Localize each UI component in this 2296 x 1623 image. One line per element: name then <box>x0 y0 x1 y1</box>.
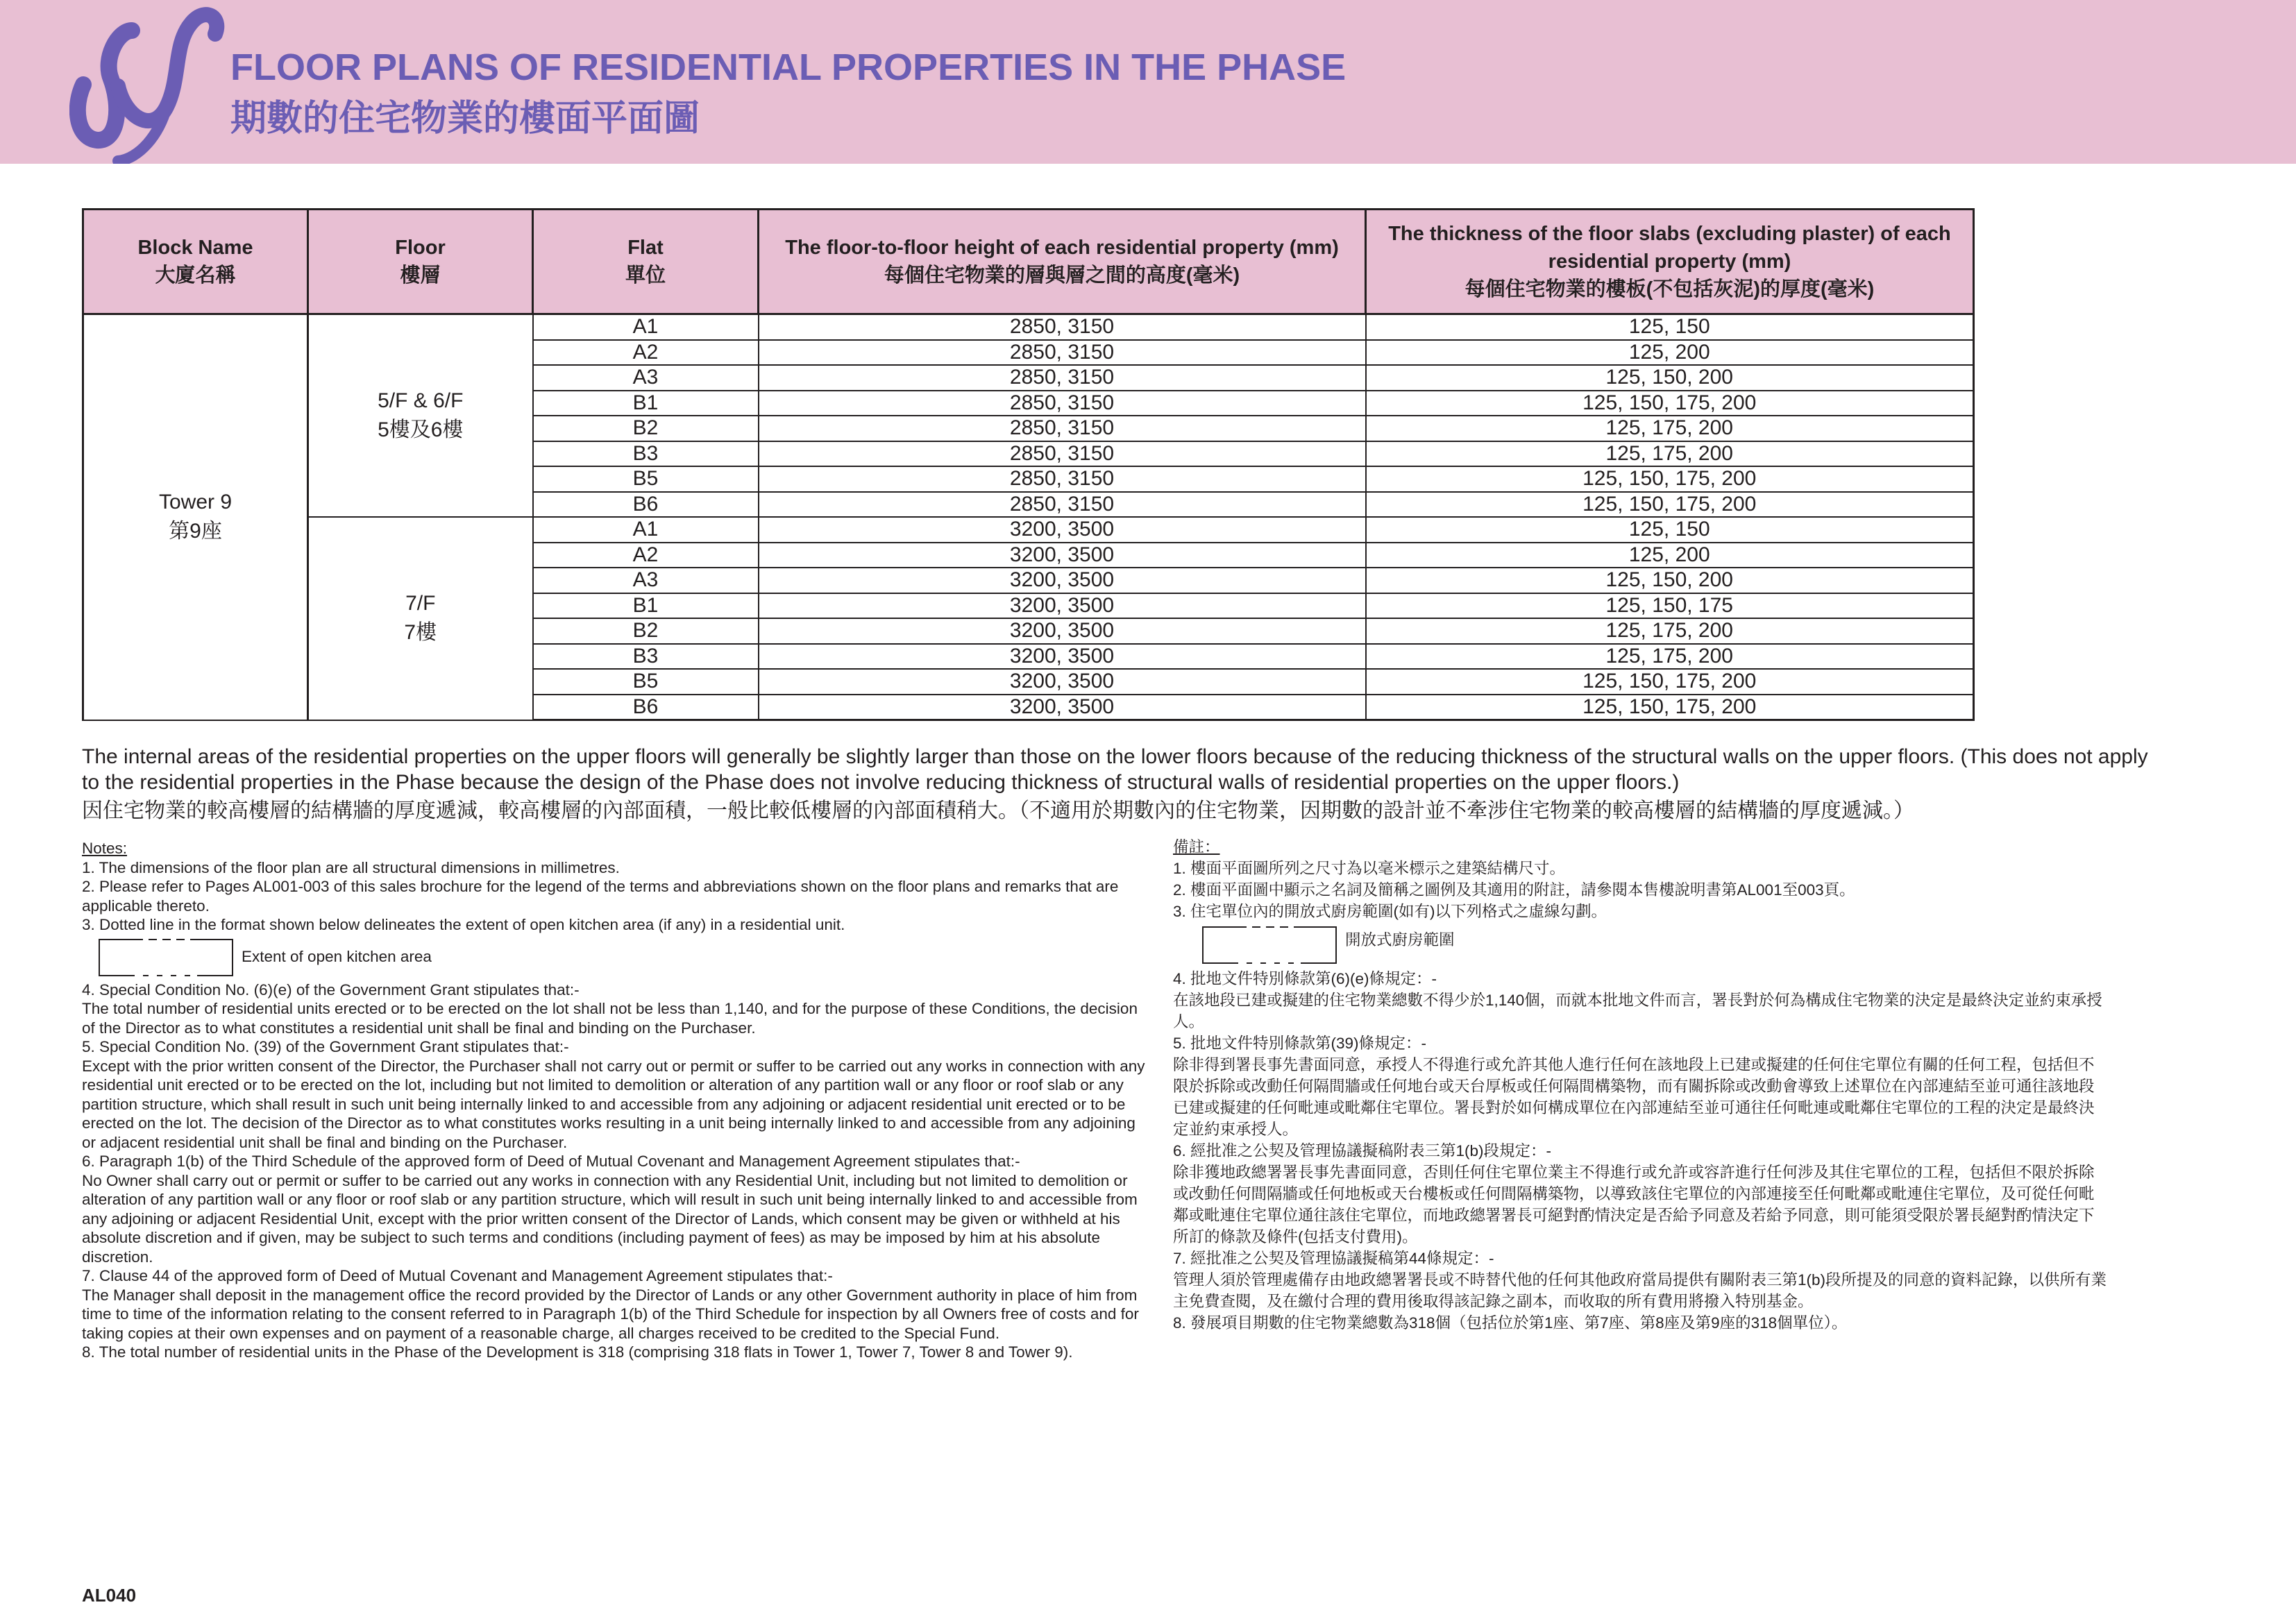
flat-cell: A3 <box>533 365 759 391</box>
flat-cell: B1 <box>533 593 759 619</box>
note-item: 4. Special Condition No. (6)(e) of the Government Grant stipulates that:- <box>82 980 580 999</box>
note-item: 5. 批地文件特別條款第(39)條規定：- <box>1173 1035 1427 1052</box>
note-item: The Manager shall deposit in the management office the record provided by the Director of Lands or any other Government authority in place of him from time to time of the information relating to the consent referred to in Paragraph 1(b) of the Third Schedule for inspection by all Owners free of costs and for taking copies at their own expenses and on payment of a reasonable charge, all charges received to be credited to the Special Fund. <box>82 1286 1139 1342</box>
notes-heading: Notes: <box>82 840 128 857</box>
flat-cell: B6 <box>533 695 759 720</box>
height-cell: 2850, 3150 <box>759 365 1366 391</box>
thickness-cell: 125, 150, 175 <box>1366 593 1974 619</box>
notes-chinese <box>1173 836 2107 1334</box>
height-cell: 3200, 3500 <box>759 568 1366 593</box>
height-cell: 3200, 3500 <box>759 669 1366 695</box>
flat-cell: B3 <box>533 644 759 670</box>
height-cell: 3200, 3500 <box>759 618 1366 644</box>
header-floor-height: The floor-to-floor height of each residential property (mm) 每個住宅物業的層與層之間的高度(毫米) <box>759 210 1366 314</box>
flat-cell: A2 <box>533 340 759 366</box>
note-item: 8. The total number of residential units in the Phase of the Development is 318 (comprising 318 flats in Tower 1, Tower 7, Tower 8 and Tower 9). <box>82 1343 1073 1361</box>
floor-spec-table <box>82 208 1975 721</box>
floor-cell: 7/F 7樓 <box>308 517 533 720</box>
thickness-cell: 125, 150 <box>1366 517 1974 543</box>
header-block-name: Block Name 大廈名稱 <box>83 210 308 314</box>
table-row <box>83 517 1974 543</box>
flat-cell: B5 <box>533 669 759 695</box>
height-cell: 2850, 3150 <box>759 314 1366 340</box>
notes-heading: 備註： <box>1173 838 1220 856</box>
page-header <box>0 0 2296 164</box>
note-item: 3. Dotted line in the format shown below delineates the extent of open kitchen area (if any) in a residential unit. <box>82 916 845 933</box>
thickness-cell: 125, 150, 175, 200 <box>1366 695 1974 720</box>
note-item: The total number of residential units erected or to be erected on the lot shall not be less than 1,140, and for the purpose of these Conditions, the decision of the Director as to what constitutes a residential unit shall be final and binding on the Purchaser. <box>82 1000 1138 1037</box>
height-cell: 2850, 3150 <box>759 391 1366 416</box>
thickness-cell: 125, 150, 200 <box>1366 568 1974 593</box>
note-item: 1. 樓面平面圖所列之尺寸為以毫米標示之建築結構尺寸。 <box>1173 860 1566 877</box>
height-cell: 2850, 3150 <box>759 492 1366 518</box>
note-item: 除非得到署長事先書面同意，承授人不得進行或允許其他人進行任何在該地段上已建或擬建的任何住宅單位有關的任何工程，包括但不限於拆除或改動任何隔間牆或任何地台或天台厚板或任何隔間構築物，而有關拆除或改動會導致上述單位在內部連結至並可通往該地段已建或擬建的任何毗連或毗鄰住宅單位。署長對於如何構成單位在內部連結至並可通往任何毗連或毗鄰住宅單位的工程的決定是最終決定並約束承授人。 <box>1173 1056 2095 1138</box>
notes-english <box>82 839 1151 1362</box>
open-kitchen-legend <box>1173 922 2107 968</box>
note-item: No Owner shall carry out or permit or suffer to be carried out any works in connection with any Residential Unit, including but not limited to demolition or alteration of any partition wall or any floor or roof slab or any partition structure, which will result in such unit being internally linked to and accessible from any adjoining or adjacent Residential Unit, except with the prior written consent of the Director of Lands, which consent may be given or withheld at his absolute discretion and if given, may be subject to such terms and conditions (including payment of fees) as may be imposed by him at his absolute discretion. <box>82 1171 1138 1266</box>
thickness-cell: 125, 175, 200 <box>1366 618 1974 644</box>
thickness-cell: 125, 175, 200 <box>1366 416 1974 441</box>
thickness-cell: 125, 150, 175, 200 <box>1366 492 1974 518</box>
flat-cell: A2 <box>533 543 759 568</box>
header-floor: Floor 樓層 <box>308 210 533 314</box>
flat-cell: A1 <box>533 517 759 543</box>
note-item: 2. Please refer to Pages AL001-003 of this sales brochure for the legend of the terms and abbreviations shown on the floor plans and remarks that are applicable thereto. <box>82 878 1119 915</box>
remark-paragraph <box>82 744 2164 824</box>
note-item: 在該地段已建或擬建的住宅物業總數不得少於1,140個，而就本批地文件而言，署長對於何為構成住宅物業的決定是最終決定並約束承授人。 <box>1173 992 2102 1030</box>
note-item: 1. The dimensions of the floor plan are all structural dimensions in millimetres. <box>82 858 620 876</box>
note-item: 7. 經批准之公契及管理協議擬稿第44條規定：- <box>1173 1250 1494 1267</box>
header-slab-thickness: The thickness of the floor slabs (excluding plaster) of each residential property (mm) 每個住宅物業的樓板(不包括灰泥)的厚度(毫米) <box>1366 210 1974 314</box>
flat-cell: B2 <box>533 416 759 441</box>
page-title-zh: 期數的住宅物業的樓面平面圖 <box>230 99 700 139</box>
note-item: 8. 發展項目期數的住宅物業總數為318個（包括位於第1座、第7座、第8座及第9座的318個單位）。 <box>1173 1314 1848 1332</box>
thickness-cell: 125, 175, 200 <box>1366 441 1974 467</box>
note-item: Except with the prior written consent of the Director, the Purchaser shall not carry out or permit or suffer to be carried out any works in connection with any residential unit erected or to be erected on the lot, including but not limited to demolition or alteration of any partition wall or any floor or roof slab or any partition structure, which shall result in such unit being internally linked to and accessible from any adjoining or adjacent residential unit erected or to be erected on the lot. The decision of the Director as to what constitutes works resulting in a unit being internally linked to and accessible from any adjoining or adjacent residential unit shall be final and binding on the Purchaser. <box>82 1057 1145 1151</box>
remark-en: The internal areas of the residential properties on the upper floors will generally be slightly larger than those on the lower floors because of the reducing thickness of the structural walls on the upper floors. (This does not apply to the residential properties in the Phase because the design of the Phase does not involve reducing thickness of structural walls of residential properties on the upper floors.) <box>82 745 2148 794</box>
remark-zh: 因住宅物業的較高樓層的結構牆的厚度遞減，較高樓層的內部面積，一般比較低樓層的內部面積稍大。（不適用於期數內的住宅物業，因期數的設計並不牽涉住宅物業的較高樓層的結構牆的厚度遞減。） <box>82 799 1914 822</box>
height-cell: 3200, 3500 <box>759 543 1366 568</box>
flat-cell: B2 <box>533 618 759 644</box>
note-item: 除非獲地政總署署長事先書面同意，否則任何住宅單位業主不得進行或允許或容許進行任何涉及其住宅單位的工程，包括但不限於拆除或改動任何間隔牆或任何地板或天台樓板或任何間隔構築物，以導致該住宅單位的內部連接至任何毗鄰或毗連住宅單位，及可從任何毗鄰或毗連住宅單位通往該住宅單位，而地政總署署長可絕對酌情決定是否給予同意及若給予同意，則可能須受限於署長絕對酌情決定下所訂的條款及條件(包括支付費用)。 <box>1173 1164 2095 1246</box>
thickness-cell: 125, 150 <box>1366 314 1974 340</box>
dotted-outline-icon <box>99 939 233 976</box>
note-item: 2. 樓面平面圖中顯示之名詞及簡稱之圖例及其適用的附註，請參閱本售樓說明書第AL001至003頁。 <box>1173 881 1855 899</box>
thickness-cell: 125, 150, 175, 200 <box>1366 669 1974 695</box>
note-item: 4. 批地文件特別條款第(6)(e)條規定：- <box>1173 970 1437 987</box>
height-cell: 3200, 3500 <box>759 517 1366 543</box>
legend-label: 開放式廚房範圍 <box>1345 931 1455 949</box>
flat-cell: B1 <box>533 391 759 416</box>
height-cell: 2850, 3150 <box>759 340 1366 366</box>
header-flat: Flat 單位 <box>533 210 759 314</box>
thickness-cell: 125, 150, 175, 200 <box>1366 391 1974 416</box>
flat-cell: A1 <box>533 314 759 340</box>
height-cell: 2850, 3150 <box>759 466 1366 492</box>
flat-cell: B6 <box>533 492 759 518</box>
thickness-cell: 125, 150, 200 <box>1366 365 1974 391</box>
table-row <box>83 314 1974 340</box>
note-item: 5. Special Condition No. (39) of the Government Grant stipulates that:- <box>82 1038 569 1055</box>
height-cell: 3200, 3500 <box>759 593 1366 619</box>
note-item: 3. 住宅單位內的開放式廚房範圍(如有)以下列格式之虛線勾劃。 <box>1173 903 1607 920</box>
thickness-cell: 125, 200 <box>1366 340 1974 366</box>
thickness-cell: 125, 150, 175, 200 <box>1366 466 1974 492</box>
height-cell: 2850, 3150 <box>759 441 1366 467</box>
page-title-en: FLOOR PLANS OF RESIDENTIAL PROPERTIES IN THE PHASE <box>230 46 1347 88</box>
height-cell: 2850, 3150 <box>759 416 1366 441</box>
thickness-cell: 125, 175, 200 <box>1366 644 1974 670</box>
height-cell: 3200, 3500 <box>759 695 1366 720</box>
block-cell: Tower 9 第9座 <box>83 314 308 720</box>
floor-cell: 5/F & 6/F 5樓及6樓 <box>308 314 533 518</box>
height-cell: 3200, 3500 <box>759 644 1366 670</box>
flat-cell: B3 <box>533 441 759 467</box>
flat-cell: A3 <box>533 568 759 593</box>
note-item: 6. 經批准之公契及管理協議擬稿附表三第1(b)段規定：- <box>1173 1142 1552 1159</box>
flat-cell: B5 <box>533 466 759 492</box>
note-item: 管理人須於管理處備存由地政總署署長或不時替代他的任何其他政府當局提供有關附表三第1(b)段所提及的同意的資料記錄，以供所有業主免費查閱，及在繳付合理的費用後取得該記錄之副本，而收取的所有費用將撥入特別基金。 <box>1173 1271 2107 1310</box>
legend-label: Extent of open kitchen area <box>242 947 432 965</box>
brand-logo-icon <box>69 3 229 164</box>
dotted-outline-icon <box>1202 926 1337 964</box>
note-item: 6. Paragraph 1(b) of the Third Schedule of the approved form of Deed of Mutual Covenant and Management Agreement stipulates that:- <box>82 1153 1020 1170</box>
note-item: 7. Clause 44 of the approved form of Deed of Mutual Covenant and Management Agreement stipulates that:- <box>82 1267 833 1284</box>
thickness-cell: 125, 200 <box>1366 543 1974 568</box>
table-header-row <box>83 210 1974 314</box>
page-number: AL040 <box>82 1585 137 1606</box>
open-kitchen-legend <box>82 935 1151 980</box>
